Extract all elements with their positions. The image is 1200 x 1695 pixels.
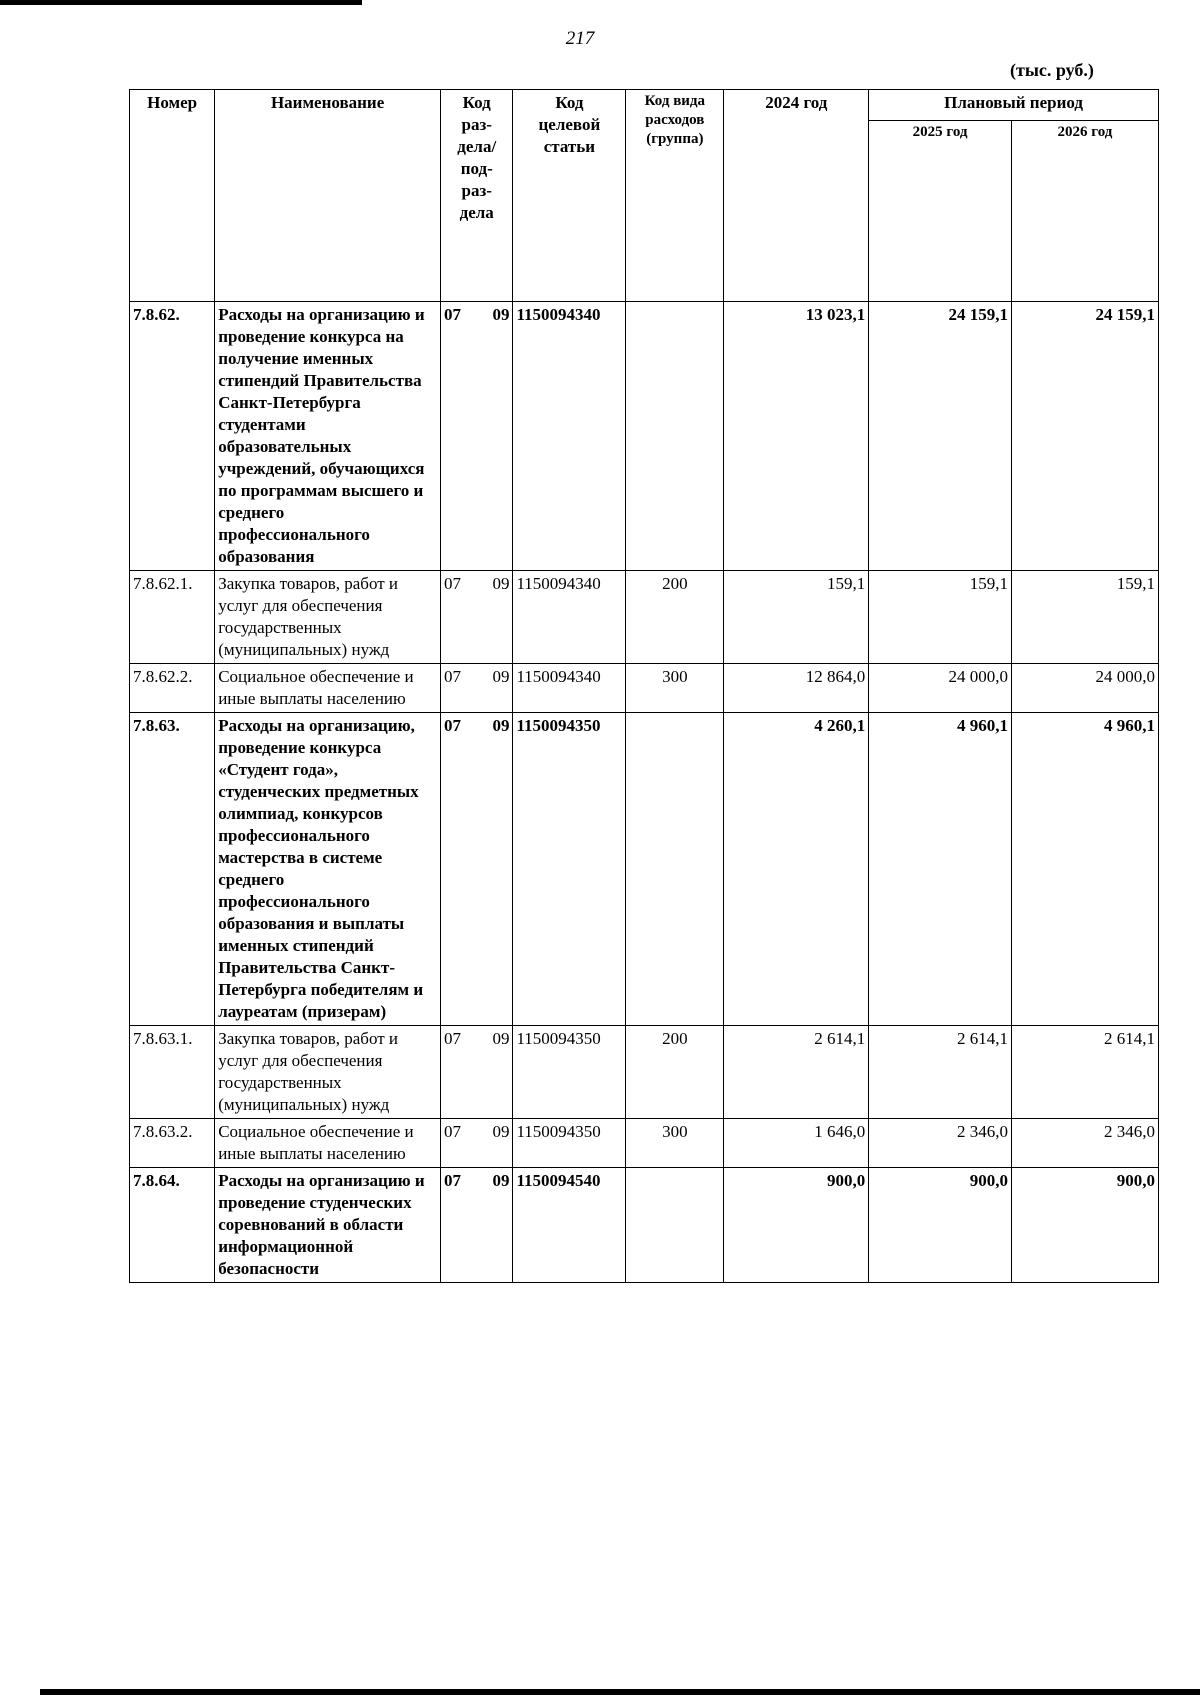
row-expense-type: 300: [626, 664, 724, 713]
row-target-code: 1150094350: [513, 1026, 626, 1119]
row-section: 07: [444, 574, 462, 593]
header-section-code: Код раз- дела/ под- раз- дела: [441, 90, 513, 302]
row-expense-type: 300: [626, 1119, 724, 1168]
row-value-2026: 4 960,1: [1011, 713, 1158, 1026]
row-target-code: 1150094540: [513, 1168, 626, 1283]
row-value-2024: 159,1: [724, 571, 869, 664]
row-value-2025: 900,0: [869, 1168, 1012, 1283]
row-target-code: 1150094340: [513, 571, 626, 664]
header-target-code: Код целевой статьи: [513, 90, 626, 302]
row-value-2026: 24 159,1: [1011, 302, 1158, 571]
row-name: Закупка товаров, работ и услуг для обеспечения государственных (муниципальных) нужд: [215, 571, 441, 664]
row-section-codes: [441, 664, 513, 713]
budget-table: [129, 89, 1159, 1283]
table-row: [130, 571, 1159, 664]
row-value-2026: 24 000,0: [1011, 664, 1158, 713]
header-name: Наименование: [215, 90, 441, 302]
row-name: Социальное обеспечение и иные выплаты населению: [215, 1119, 441, 1168]
row-name: Закупка товаров, работ и услуг для обеспечения государственных (муниципальных) нужд: [215, 1026, 441, 1119]
row-section-codes: [441, 1168, 513, 1283]
row-subsection: 09: [492, 574, 510, 593]
table-row: [130, 1168, 1159, 1283]
row-value-2026: 900,0: [1011, 1168, 1158, 1283]
units-label: (тыс. руб.): [1010, 60, 1094, 80]
row-number: 7.8.62.2.: [130, 664, 215, 713]
scan-edge-bottom: [40, 1689, 1200, 1695]
row-subsection: 09: [492, 667, 510, 686]
row-section-codes: [441, 713, 513, 1026]
row-name: Расходы на организацию и проведение студенческих соревнований в области информационной безопасности: [215, 1168, 441, 1283]
row-name: Расходы на организацию и проведение конкурса на получение именных стипендий Правительства Санкт-Петербурга студентами образовательных учреждений, обучающихся по программам высшего и среднего профессионального образования: [215, 302, 441, 571]
row-section: 07: [444, 305, 462, 324]
row-section: 07: [444, 1171, 462, 1190]
row-expense-type: [626, 1168, 724, 1283]
row-section-codes: [441, 302, 513, 571]
row-section-codes: [441, 1119, 513, 1168]
row-number: 7.8.62.: [130, 302, 215, 571]
row-value-2026: 2 614,1: [1011, 1026, 1158, 1119]
row-section: 07: [444, 1029, 462, 1048]
header-expense-type: Код вида расходов (группа): [626, 90, 724, 302]
row-target-code: 1150094350: [513, 713, 626, 1026]
row-value-2025: 2 346,0: [869, 1119, 1012, 1168]
row-subsection: 09: [492, 1122, 510, 1141]
row-value-2025: 24 000,0: [869, 664, 1012, 713]
row-value-2025: 4 960,1: [869, 713, 1012, 1026]
row-section-codes: [441, 1026, 513, 1119]
row-subsection: 09: [492, 1029, 510, 1048]
row-name: Расходы на организацию, проведение конкурса «Студент года», студенческих предметных олимпиад, конкурсов профессионального мастерства в системе среднего профессионального образования и выплаты именных стипендий Правительства Санкт-Петербурга победителям и лауреатам (призерам): [215, 713, 441, 1026]
row-section: 07: [444, 716, 462, 735]
row-section-codes: [441, 571, 513, 664]
table-body: [130, 302, 1159, 1283]
row-section: 07: [444, 1122, 462, 1141]
row-expense-type: 200: [626, 571, 724, 664]
row-number: 7.8.62.1.: [130, 571, 215, 664]
header-planning-period: Плановый период: [869, 90, 1159, 121]
header-year-2024: 2024 год: [724, 90, 869, 302]
row-value-2024: 13 023,1: [724, 302, 869, 571]
row-value-2024: 900,0: [724, 1168, 869, 1283]
row-number: 7.8.63.2.: [130, 1119, 215, 1168]
row-value-2024: 4 260,1: [724, 713, 869, 1026]
row-value-2026: 159,1: [1011, 571, 1158, 664]
table-row: [130, 664, 1159, 713]
row-expense-type: [626, 713, 724, 1026]
row-expense-type: [626, 302, 724, 571]
row-subsection: 09: [492, 1171, 510, 1190]
table-row: [130, 302, 1159, 571]
page-number: 217: [565, 28, 595, 49]
row-section: 07: [444, 667, 462, 686]
row-value-2025: 24 159,1: [869, 302, 1012, 571]
table-row: [130, 1119, 1159, 1168]
header-number: Номер: [130, 90, 215, 302]
row-number: 7.8.64.: [130, 1168, 215, 1283]
table-row: [130, 1026, 1159, 1119]
row-number: 7.8.63.: [130, 713, 215, 1026]
header-year-2026: 2026 год: [1011, 121, 1158, 302]
row-value-2024: 1 646,0: [724, 1119, 869, 1168]
row-value-2025: 2 614,1: [869, 1026, 1012, 1119]
row-expense-type: 200: [626, 1026, 724, 1119]
row-value-2026: 2 346,0: [1011, 1119, 1158, 1168]
row-subsection: 09: [492, 716, 510, 735]
scan-edge-top: [0, 0, 362, 5]
row-target-code: 1150094340: [513, 302, 626, 571]
row-value-2024: 2 614,1: [724, 1026, 869, 1119]
row-subsection: 09: [492, 305, 510, 324]
table-row: [130, 713, 1159, 1026]
row-number: 7.8.63.1.: [130, 1026, 215, 1119]
header-year-2025: 2025 год: [869, 121, 1012, 302]
row-target-code: 1150094340: [513, 664, 626, 713]
row-value-2025: 159,1: [869, 571, 1012, 664]
row-value-2024: 12 864,0: [724, 664, 869, 713]
row-target-code: 1150094350: [513, 1119, 626, 1168]
row-name: Социальное обеспечение и иные выплаты населению: [215, 664, 441, 713]
